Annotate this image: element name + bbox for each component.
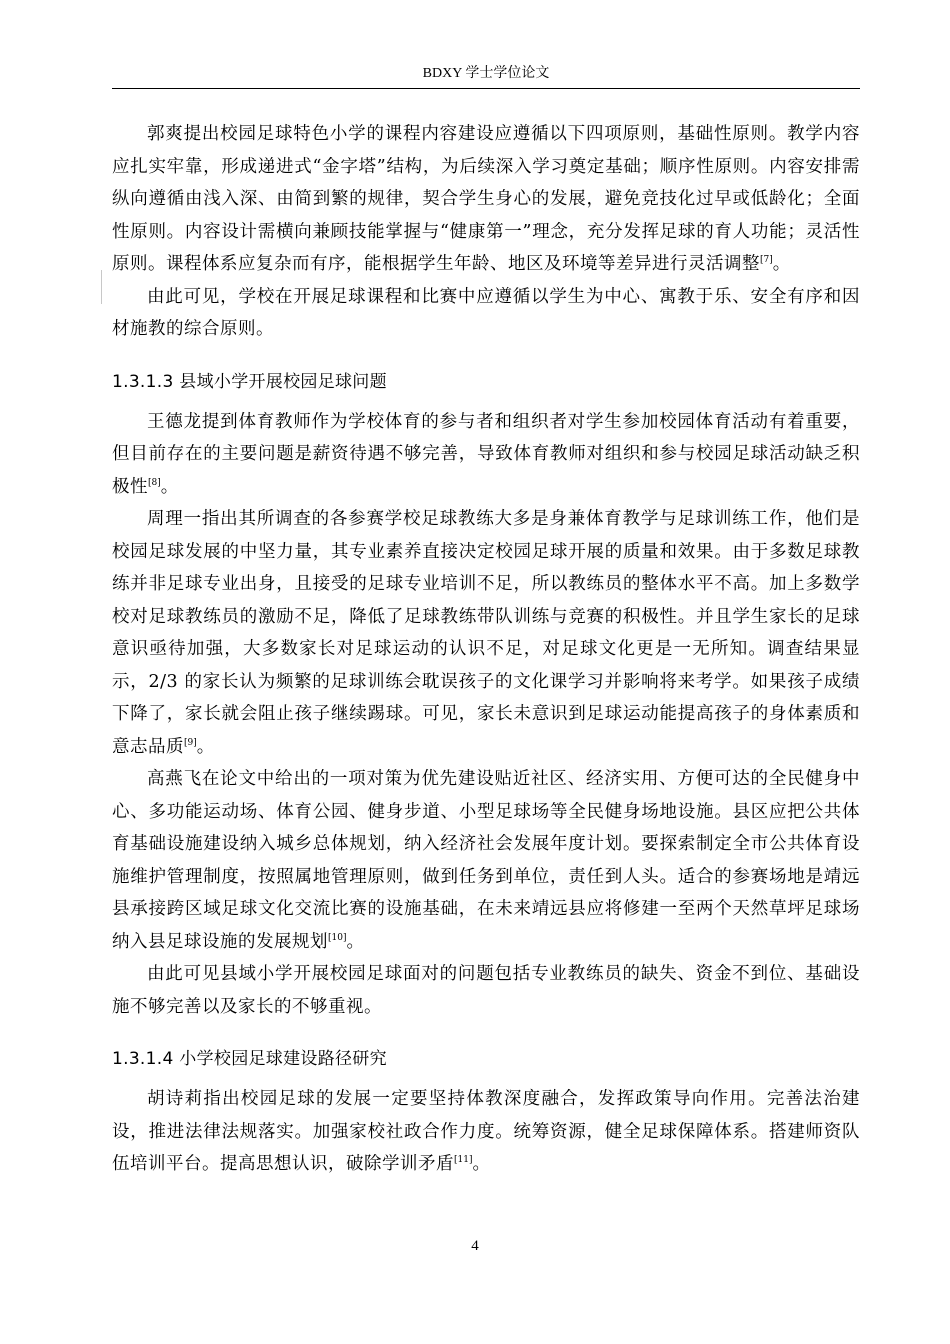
section-heading bbox=[112, 1043, 860, 1075]
body-content bbox=[112, 118, 860, 1181]
body-paragraph: 周理一指出其所调查的各参赛学校足球教练大多是身兼体育教学与足球训练工作，他们是校园足球发展的中坚力量，其专业素养直接决定校园足球开展的质量和效果。由于多数足球教练并非足球专业出身，且接受的足球专业培训不足，所以教练员的整体水平不高。加上多数学校对足球教练员的激励不足，降低了足球教练带队训练与竞赛的积极性。并且学生家长的足球意识亟待加强，大多数家长对足球运动的认识不足，对足球文化更是一无所知。调查结果显示，2/3 的家长认为频繁的足球训练会耽误孩子的文化课学习并影响将来考学。如果孩子成绩下降了，家长就会阻止孩子继续踢球。可见，家长未意识到足球运动能提高孩子的身体素质和意志品质[9]。 bbox=[112, 509, 860, 757]
section-number: 1.3.1.3 bbox=[112, 371, 174, 392]
section-heading bbox=[112, 366, 860, 398]
page-number: 4 bbox=[471, 1238, 479, 1254]
body-paragraph: 由此可见，学校在开展足球课程和比赛中应遵循以学生为中心、寓教于乐、安全有序和因材施教的综合原则。 bbox=[112, 286, 860, 339]
citation-ref: [10] bbox=[328, 932, 347, 943]
citation-ref: [8] bbox=[148, 477, 161, 488]
citation-ref: [7] bbox=[760, 255, 773, 265]
body-paragraph: 由此可见县域小学开展校园足球面对的问题包括专业教练员的缺失、资金不到位、基础设施不够完善以及家长的不够重视。 bbox=[112, 964, 860, 1017]
citation-ref: [9] bbox=[184, 737, 197, 748]
section-title: 小学校园足球建设路径研究 bbox=[179, 1049, 387, 1069]
citation-ref: [11] bbox=[454, 1155, 473, 1165]
section-title: 县域小学开展校园足球问题 bbox=[179, 371, 387, 392]
running-header: BDXY 学士学位论文 bbox=[112, 64, 860, 89]
section-number: 1.3.1.4 bbox=[112, 1049, 174, 1069]
body-paragraph: 王德龙提到体育教师作为学校体育的参与者和组织者对学生参加校园体育活动有着重要，但目前存在的主要问题是薪资待遇不够完善，导致体育教师对组织和参与校园足球活动缺乏积极性[8]。 bbox=[112, 411, 860, 497]
body-paragraph: 郭爽提出校园足球特色小学的课程内容建设应遵循以下四项原则，基础性原则。教学内容应扎实牢靠，形成递进式“金字塔”结构，为后续深入学习奠定基础；顺序性原则。内容安排需纵向遵循由浅入深、由简到繁的规律，契合学生身心的发展，避免竞技化过早或低龄化；全面性原则。内容设计需横向兼顾技能掌握与“健康第一”理念，充分发挥足球的育人功能；灵活性原则。课程体系应复杂而有序，能根据学生年龄、地区及环境等差异进行灵活调整[7]。 bbox=[112, 124, 860, 274]
body-paragraph: 高燕飞在论文中给出的一项对策为优先建设贴近社区、经济实用、方便可达的全民健身中心、多功能运动场、体育公园、健身步道、小型足球场等全民健身场地设施。县区应把公共体育基础设施建设纳入城乡总体规划，纳入经济社会发展年度计划。要探索制定全市公共体育设施维护管理制度，按照属地管理原则，做到任务到单位，责任到人头。适合的参赛场地是靖远县承接跨区域足球文化交流比赛的设施基础，在未来靖远县应将修建一至两个天然草坪足球场纳入县足球设施的发展规划[10]。 bbox=[112, 769, 860, 952]
margin-change-bar bbox=[101, 270, 102, 304]
body-paragraph: 胡诗莉指出校园足球的发展一定要坚持体教深度融合，发挥政策导向作用。完善法治建设，推进法律法规落实。加强家校社政合作力度。统筹资源，健全足球保障体系。搭建师资队伍培训平台。提高思想认识，破除学训矛盾[11]。 bbox=[112, 1089, 860, 1174]
